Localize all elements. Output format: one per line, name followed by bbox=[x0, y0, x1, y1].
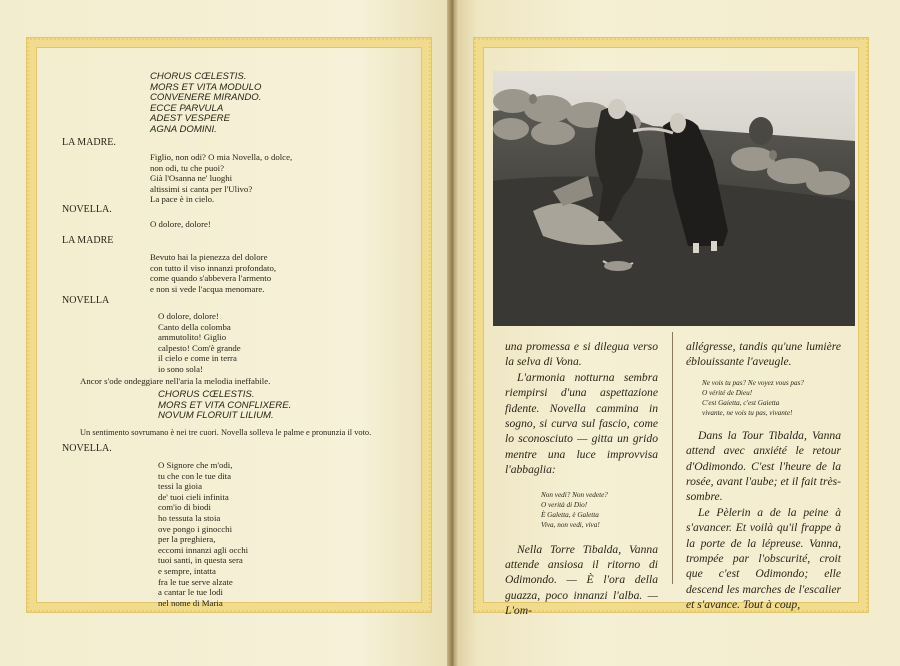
italian-song bbox=[505, 478, 658, 542]
text-line: con tutto il viso innanzi profondato, bbox=[150, 262, 277, 273]
text-line: O dolore, dolore! bbox=[158, 311, 219, 321]
speaker-novella-3: NOVELLA. bbox=[62, 443, 112, 454]
text-line: altissimi si canta per l'Ulivo? bbox=[150, 183, 253, 194]
text-line: tu che con le tue dita bbox=[158, 470, 232, 481]
text-line: O dolore, dolore! bbox=[150, 219, 211, 229]
french-paragraph-1: allégresse, tandis qu'une lumière éblouissante l'aveugle. bbox=[686, 340, 841, 369]
speaker-novella-1: NOVELLA. bbox=[62, 204, 112, 215]
italian-paragraph-1: una promessa e si dilegua verso la selva di Vona. bbox=[505, 340, 658, 369]
french-paragraph-3: Le Pèlerin a de la peine à s'avancer. Et voilà qu'il frappe à la porte de la lépreuse. Vanna, trompée par l'obscurité, croit que c'est Odimondo; elle descend les marches de l'escalier et s'avance. Tout à coup, bbox=[686, 505, 841, 612]
verse-novella-2 bbox=[158, 311, 241, 375]
text-line: com'io di biodi bbox=[158, 502, 211, 513]
text-line: ADEST VESPERE bbox=[150, 113, 230, 125]
text-line: a cantar le tue lodi bbox=[158, 587, 223, 598]
text-line: CHORUS CŒLESTIS. bbox=[150, 71, 247, 82]
text-line: Non vedi? Non vedete? bbox=[541, 490, 608, 499]
photograph-shepherdesses-with-sheep bbox=[493, 71, 855, 326]
stage-direction-1: Ancor s'ode ondeggiare nell'aria la melodia ineffabile. bbox=[80, 376, 271, 386]
text-line: non odi, tu che puoi? bbox=[150, 162, 225, 173]
text-line: Figlio, non odi? O mia Novella, o dolce, bbox=[150, 152, 293, 162]
text-line: Ne vois tu pas? Ne voyez vous pas? bbox=[702, 378, 805, 387]
text-line: O verità di Dio! bbox=[541, 500, 588, 509]
text-line: Viva, non vedi, viva! bbox=[541, 520, 600, 529]
text-line: MORS ET VITA MODULO bbox=[150, 81, 262, 93]
text-line: CHORUS CŒLESTIS. bbox=[158, 389, 255, 400]
text-line: ECCE PARVULA bbox=[150, 102, 224, 114]
italian-paragraph-3: Nella Torre Tibalda, Vanna attende ansiosa il ritorno di Odimondo. — È l'ora della guazza, poco innanzi l'alba. — L'om- bbox=[505, 542, 658, 618]
chorus-coelestis-2 bbox=[158, 390, 291, 422]
text-line: È Galetta, è Galetta bbox=[541, 510, 599, 519]
text-line: C'est Gaietta, c'est Gaietta bbox=[702, 398, 780, 407]
text-line: io sono sola! bbox=[158, 363, 203, 374]
text-line: O Signore che m'odi, bbox=[158, 460, 233, 470]
text-line: tuoi santi, in questa sera bbox=[158, 555, 243, 566]
verse-la-madre-1 bbox=[150, 152, 292, 205]
verse-novella-prayer bbox=[158, 460, 248, 608]
text-line: il cielo e come in terra bbox=[158, 353, 237, 364]
text-line: e non si vede l'acqua menomare. bbox=[150, 283, 265, 294]
text-line: come quando s'abbevera l'armento bbox=[150, 273, 272, 284]
photo-illustration bbox=[493, 71, 855, 326]
text-line: eccomi innanzi agli occhi bbox=[158, 544, 249, 555]
french-song bbox=[686, 370, 841, 428]
text-line: O vérité de Dieu! bbox=[702, 388, 753, 397]
text-line: La pace è in cielo. bbox=[150, 194, 215, 205]
text-line: AGNA DOMINI. bbox=[150, 123, 217, 135]
text-line: nel nome di Maria bbox=[158, 597, 223, 608]
text-line: Già l'Osanna ne' luoghi bbox=[150, 173, 233, 184]
french-column bbox=[686, 339, 841, 613]
text-line: per la preghiera, bbox=[158, 534, 216, 545]
speaker-la-madre-2: LA MADRE bbox=[62, 235, 114, 246]
text-line: vivante, ne vois tu pas, vivante! bbox=[702, 408, 793, 417]
text-line: NOVUM FLORUIT LILIUM. bbox=[158, 410, 274, 422]
text-line: calpesto! Com'è grande bbox=[158, 342, 241, 353]
italian-column bbox=[505, 339, 658, 619]
text-line: ho tessuta la stoia bbox=[158, 512, 221, 523]
text-line: Bevuto hai la pienezza del dolore bbox=[150, 252, 268, 262]
text-line: Canto della colomba bbox=[158, 321, 231, 332]
text-line: CONVENERE MIRANDO. bbox=[150, 92, 262, 104]
verse-novella-1 bbox=[150, 219, 211, 230]
chorus-coelestis-1 bbox=[150, 72, 261, 136]
text-line: de' tuoi cieli infinita bbox=[158, 491, 229, 502]
book-gutter bbox=[447, 0, 459, 666]
speaker-novella-2: NOVELLA bbox=[62, 295, 110, 306]
text-line: tessi la gioia bbox=[158, 481, 202, 492]
speaker-la-madre-1: LA MADRE. bbox=[62, 137, 116, 148]
column-divider bbox=[672, 332, 673, 584]
text-line: fra le tue serve alzate bbox=[158, 576, 233, 587]
text-line: MORS ET VITA CONFLIXERE. bbox=[158, 399, 292, 411]
french-paragraph-2: Dans la Tour Tibalda, Vanna attend avec anxiété le retour d'Odimondo. C'est l'heure de la rosée, avant l'aube; et il fait très-sombre. bbox=[686, 428, 841, 504]
text-line: ammutolito! Giglio bbox=[158, 332, 227, 343]
stage-direction-2: Un sentimento sovrumano è nei tre cuori. Novella solleva le palme e pronunzia il voto. bbox=[80, 428, 372, 437]
text-line: ove pongo i ginocchi bbox=[158, 523, 233, 534]
italian-paragraph-2: L'armonia notturna sembra riempirsi d'una aspettazione fidente. Novella cammina in sogno, si curva sul fascio, come lo sconosciuto — gitta un grido mentre una luce improvvisa l'abbaglia: bbox=[505, 370, 658, 477]
verse-la-madre-2 bbox=[150, 252, 276, 294]
text-line: e sempre, intatta bbox=[158, 565, 216, 576]
